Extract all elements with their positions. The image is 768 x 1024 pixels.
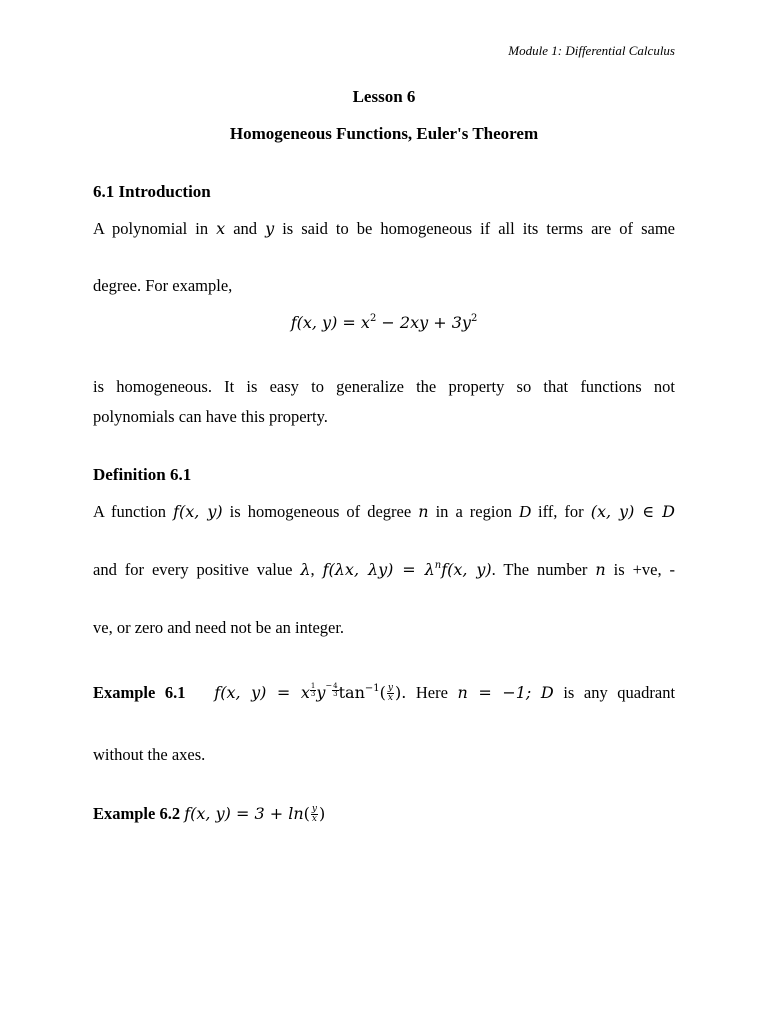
text-span: and: [225, 219, 266, 238]
example-6-2-formula: f(x, y) = 3 + ln( $\frac{y}{x}$ ): [184, 804, 326, 824]
definition-line-2: [93, 560, 675, 580]
argument-fraction: [311, 805, 318, 824]
text-span: iff, for: [530, 502, 591, 521]
example-label: Example 6.2: [93, 804, 181, 823]
text-span: is homogeneous of degree: [222, 502, 419, 521]
section-heading-introduction: 6.1 Introduction: [93, 182, 211, 201]
math-homogeneity-lhs: f(λx, λy) = λ: [322, 560, 435, 579]
formula-middle: − 2xy + 3y: [376, 313, 471, 332]
intro-paragraph2-line-1: is homogeneous. It is easy to generalize the property so that functions not: [93, 377, 675, 396]
fraction-denominator: x: [387, 693, 393, 703]
math-var-n: n: [595, 560, 606, 579]
text-span: Here: [415, 683, 458, 702]
math-exponent-n: n: [434, 560, 442, 571]
example-6-1-line-1: [93, 681, 675, 703]
math-degree-value: n = −1;: [457, 683, 532, 702]
running-header: Module 1: Differential Calculus: [508, 43, 675, 58]
tan-function: tan: [338, 683, 365, 702]
fraction-numerator: y: [387, 683, 393, 693]
example-6-1-line-2: without the axes.: [93, 745, 206, 764]
math-var-y: y: [316, 683, 326, 702]
fraction-denominator: x: [311, 814, 317, 824]
fraction-denominator: 3: [333, 690, 338, 698]
math-var-n: n: [418, 502, 429, 521]
intro-paragraph2-line-2: polynomials can have this property.: [93, 407, 328, 426]
polynomial-formula: [0, 313, 768, 333]
definition-line-1: [93, 502, 675, 522]
text-span: A function: [93, 502, 174, 521]
math-var-y: y: [265, 219, 275, 238]
math-function: f(x, y): [173, 502, 223, 521]
intro-paragraph-line-2: degree. For example,: [93, 276, 233, 295]
math-set-membership: (x, y) ∈ D: [590, 502, 676, 521]
example-6-2-line: [93, 804, 675, 824]
formula-exponent: 2: [470, 313, 478, 324]
argument-fraction: [387, 684, 394, 703]
math-var-lambda: λ: [300, 560, 311, 579]
fraction-numerator: y: [311, 804, 317, 814]
lesson-number: Lesson 6: [352, 87, 416, 106]
example-label: Example 6.1: [93, 683, 186, 702]
math-homogeneity-rhs: f(x, y): [441, 560, 492, 579]
text-span: is +ve, -: [605, 560, 676, 579]
fraction-denominator: 3: [310, 690, 316, 698]
formula-lhs: f(x, y) = x: [214, 683, 310, 702]
lesson-title: Homogeneous Functions, Euler's Theorem: [229, 124, 539, 143]
text-span: A polynomial in: [93, 219, 217, 238]
text-span: . The number: [491, 560, 596, 579]
definition-heading: Definition 6.1: [93, 465, 192, 484]
formula-lhs: f(x, y) = 3 + ln: [184, 804, 304, 823]
formula-exponent: 2: [369, 313, 377, 324]
math-var-D: D: [519, 502, 531, 521]
text-span: in a region: [428, 502, 520, 521]
fraction-numerator: 1: [310, 682, 316, 690]
fraction-numerator: 4: [333, 682, 338, 690]
example-6-1-formula: f(x, y) = x $\frac{1}{3}$ y− $\frac{4}{3}$ $\tan^{-1}$( $\frac{y}{x}$ ).: [214, 681, 407, 703]
text-span: is said to be homogeneous if all its terms are of same: [274, 219, 675, 238]
exponent-sign: −: [325, 681, 333, 690]
definition-line-3: ve, or zero and need not be an integer.: [93, 618, 345, 637]
math-var-x: x: [216, 219, 226, 238]
text-span: and for every positive value: [93, 560, 301, 579]
text-span: is any quadrant: [553, 683, 676, 702]
text-span: ,: [310, 560, 323, 579]
intro-paragraph-line-1: [93, 219, 675, 239]
inverse-exponent: −1: [364, 683, 380, 694]
formula-lhs: f(x, y) = x: [290, 313, 370, 332]
math-var-D: D: [540, 683, 554, 702]
